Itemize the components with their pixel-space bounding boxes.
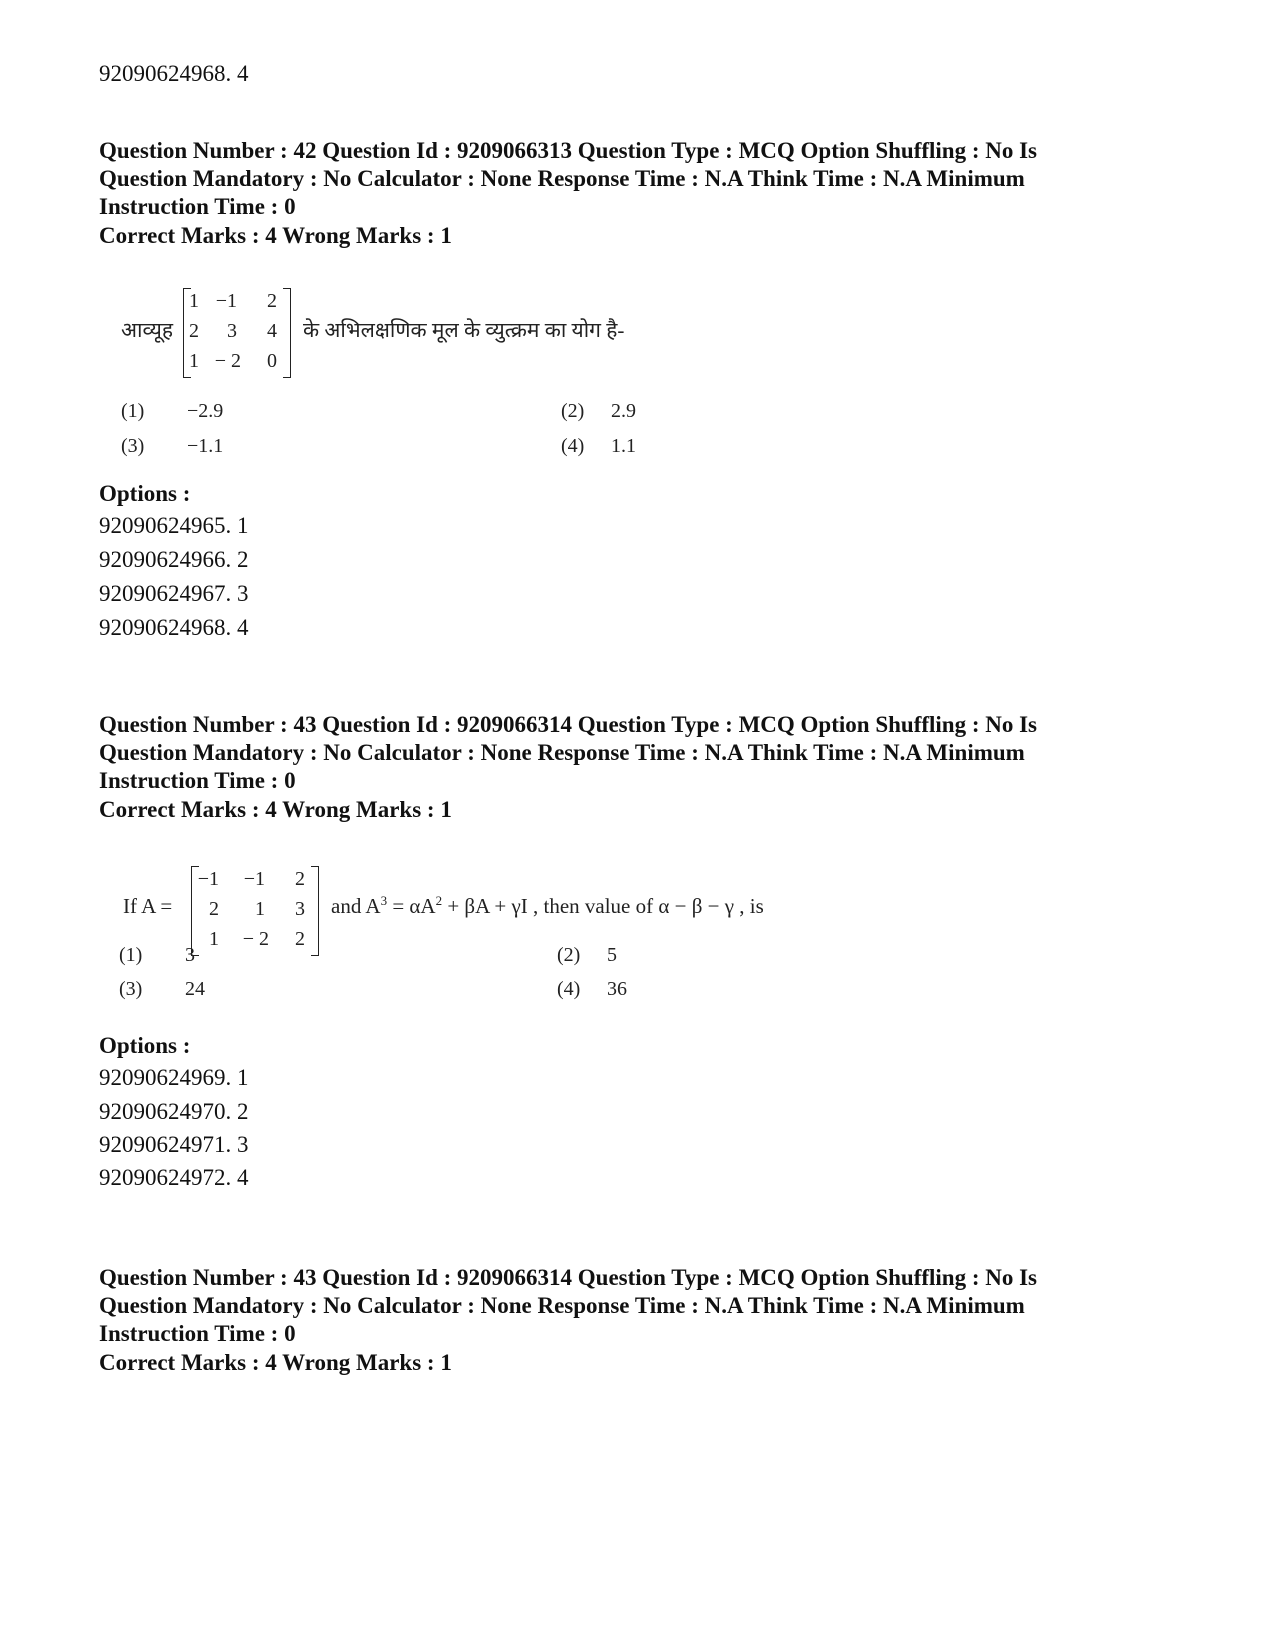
options-label: Options : xyxy=(99,481,191,506)
meta-line: Question Number : 42 Question Id : 9209066313 Question Type : MCQ Option Shuffling : No Is xyxy=(99,138,1038,163)
matrix-cell: 2 xyxy=(295,928,305,950)
choice-number: (4) xyxy=(557,978,581,1000)
option-line: 92090624967. 3 xyxy=(99,581,249,606)
matrix-cell: 1 xyxy=(189,350,199,372)
choice-value: −2.9 xyxy=(187,400,224,422)
choice-value: 5 xyxy=(607,944,617,966)
choice-number: (1) xyxy=(119,944,143,966)
question-prefix: If A = xyxy=(123,894,173,918)
matrix-cell: 0 xyxy=(267,350,277,372)
question-suffix xyxy=(331,894,764,919)
marks-line: Correct Marks : 4 Wrong Marks : 1 xyxy=(99,1350,452,1375)
matrix-cell: −1 xyxy=(243,868,265,890)
suffix-text: and A xyxy=(331,894,381,918)
option-line: 92090624970. 2 xyxy=(99,1099,249,1124)
question-meta xyxy=(99,137,1189,221)
question-suffix: के अभिलक्षणिक मूल के व्युत्क्रम का योग है- xyxy=(303,318,625,342)
matrix-cell: 1 xyxy=(255,898,265,920)
meta-line: Question Mandatory : No Calculator : None Response Time : N.A Think Time : N.A Minimum xyxy=(99,166,1025,191)
suffix-text: + βA + γI , then value of α − β − γ , is xyxy=(442,894,764,918)
choice-value: 1.1 xyxy=(611,435,636,457)
option-line: 92090624968. 4 xyxy=(99,615,249,640)
option-line: 92090624966. 2 xyxy=(99,547,249,572)
matrix-cell: −1 xyxy=(197,868,219,890)
meta-line: Question Mandatory : No Calculator : None Response Time : N.A Think Time : N.A Minimum xyxy=(99,740,1025,765)
question-image xyxy=(99,858,899,1048)
question-prefix: आव्यूह xyxy=(121,318,173,342)
choice-value: 24 xyxy=(185,978,205,1000)
meta-line: Instruction Time : 0 xyxy=(99,768,296,793)
choice-value: 3 xyxy=(185,944,195,966)
choice-value: 36 xyxy=(607,978,627,1000)
choice-number: (3) xyxy=(121,435,145,457)
choice-value: 2.9 xyxy=(611,400,636,422)
option-line: 92090624965. 1 xyxy=(99,513,249,538)
choice-value: −1.1 xyxy=(187,435,224,457)
matrix-cell: 4 xyxy=(267,320,277,342)
meta-line: Instruction Time : 0 xyxy=(99,1321,296,1346)
exponent: 2 xyxy=(435,893,443,908)
matrix-cell: 2 xyxy=(189,320,199,342)
suffix-text: = αA xyxy=(387,894,436,918)
options-label: Options : xyxy=(99,1033,191,1058)
meta-line: Instruction Time : 0 xyxy=(99,194,296,219)
matrix-cell: 3 xyxy=(227,320,237,342)
matrix-cell: 1 xyxy=(189,290,199,312)
choice-number: (2) xyxy=(561,400,585,422)
matrix-cell: − 2 xyxy=(214,350,241,372)
option-line: 92090624969. 1 xyxy=(99,1065,249,1090)
choice-number: (1) xyxy=(121,400,145,422)
meta-line: Question Mandatory : No Calculator : None Response Time : N.A Think Time : N.A Minimum xyxy=(99,1293,1025,1318)
option-line: 92090624971. 3 xyxy=(99,1132,249,1157)
matrix xyxy=(183,288,291,378)
matrix-cell: − 2 xyxy=(242,928,269,950)
question-meta xyxy=(99,1264,1189,1348)
choice-number: (2) xyxy=(557,944,581,966)
matrix-cell: 1 xyxy=(209,928,219,950)
meta-line: Question Number : 43 Question Id : 9209066314 Question Type : MCQ Option Shuffling : No Is xyxy=(99,1265,1038,1290)
matrix-cell: 2 xyxy=(267,290,277,312)
exponent: 3 xyxy=(380,893,388,908)
matrix-bracket-right xyxy=(311,866,319,956)
marks-line: Correct Marks : 4 Wrong Marks : 1 xyxy=(99,797,452,822)
question-meta xyxy=(99,711,1189,795)
matrix-cell: 3 xyxy=(295,898,305,920)
question-image xyxy=(99,280,799,470)
marks-line: Correct Marks : 4 Wrong Marks : 1 xyxy=(99,223,452,248)
matrix-bracket-right xyxy=(283,288,291,378)
meta-line: Question Number : 43 Question Id : 9209066314 Question Type : MCQ Option Shuffling : No Is xyxy=(99,712,1038,737)
choice-number: (3) xyxy=(119,978,143,1000)
option-line: 92090624972. 4 xyxy=(99,1165,249,1190)
matrix-cell: −1 xyxy=(215,290,237,312)
matrix-cell: 2 xyxy=(209,898,219,920)
option-line: 92090624968. 4 xyxy=(99,61,249,86)
choice-number: (4) xyxy=(561,435,585,457)
matrix xyxy=(191,866,319,956)
matrix-cell: 2 xyxy=(295,868,305,890)
